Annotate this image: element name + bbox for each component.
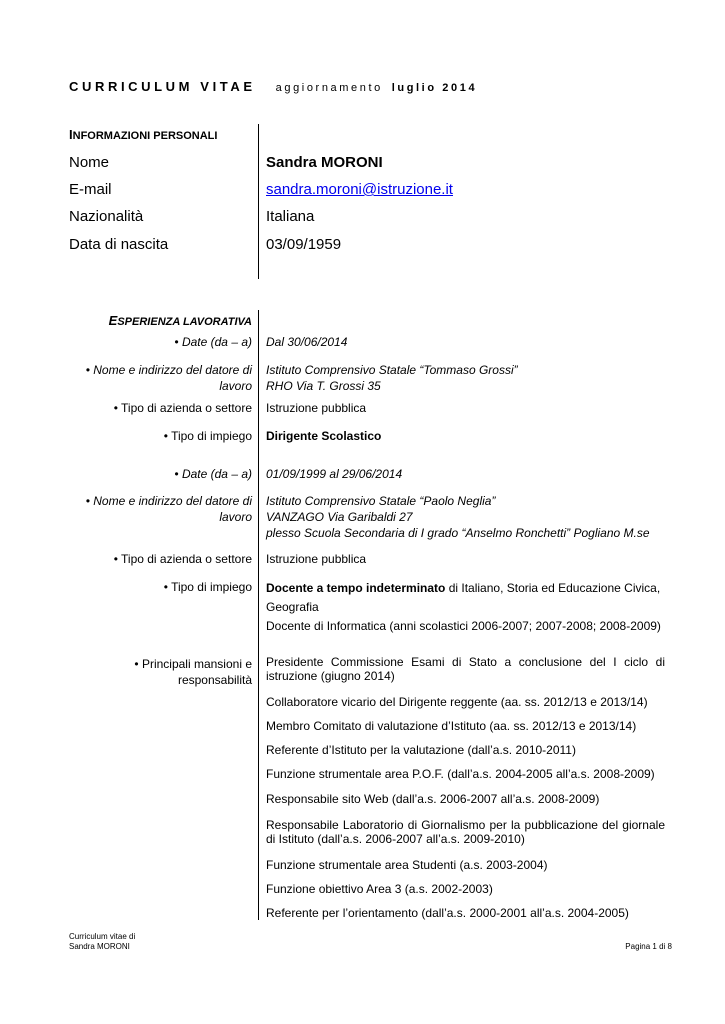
duty-item: Membro Comitato di valutazione d’Istituto (aa. ss. 2012/13 e 2013/14) (266, 719, 637, 733)
job1-date-value: Dal 30/06/2014 (266, 335, 348, 349)
experience-divider (258, 310, 259, 920)
duty-item: Collaboratore vicario del Dirigente reggente (aa. ss. 2012/13 e 2013/14) (266, 695, 648, 709)
job1-sector-value: Istruzione pubblica (266, 401, 367, 415)
duty-item: Funzione strumentale area Studenti (a.s. 2003-2004) (266, 858, 548, 872)
experience-section-title: ESPERIENZA LAVORATIVA (108, 313, 252, 328)
duty-item: Referente per l’orientamento (dall’a.s. 2000-2001 all’a.s. 2004-2005) (266, 906, 629, 920)
personal-divider (258, 124, 259, 279)
job1-role-value: Dirigente Scolastico (266, 429, 382, 443)
nationality-label: Nazionalità (69, 208, 144, 225)
job2-role-value: Docente a tempo indeterminato di Italiano, Storia ed Educazione Civica, Geografia Docente di Informatica (anni scolastici 2006-2007; 2007-2008; 2008-2009) (266, 581, 661, 633)
job2-role-label: • Tipo di impiego (163, 580, 252, 594)
job2-employer-label: • Nome e indirizzo del datore di lavoro (85, 494, 252, 524)
page-number: Pagina 1 di 8 (625, 942, 672, 951)
duty-item: Responsabile sito Web (dall’a.s. 2006-2007 all’a.s. 2008-2009) (266, 792, 600, 806)
update-date: luglio 2014 (391, 82, 478, 94)
email-value[interactable] (266, 181, 453, 199)
birthdate-value: 03/09/1959 (266, 236, 342, 253)
job1-employer-label: • Nome e indirizzo del datore di lavoro (85, 363, 252, 393)
job1-date-label: • Date (da – a) (174, 335, 252, 349)
job2-date-label: • Date (da – a) (174, 467, 252, 481)
update-prefix: aggiornamento (275, 82, 383, 94)
duty-item: Responsabile Laboratorio di Giornalismo per la pubblicazione del giornale di Istituto (dall’a.s. 2006-2007 all’a.s. 2009-2010) (266, 818, 665, 846)
job2-date-value: 01/09/1999 al 29/06/2014 (266, 467, 403, 481)
duty-item: Funzione obiettivo Area 3 (a.s. 2002-2003) (266, 882, 493, 896)
nationality-value: Italiana (266, 208, 315, 225)
duty-item: Funzione strumentale area P.O.F. (dall’a.s. 2004-2005 all’a.s. 2008-2009) (266, 767, 655, 781)
cv-title: CURRICULUM VITAE (69, 79, 256, 94)
job1-sector-label: • Tipo di azienda o settore (113, 401, 252, 415)
job1-role-label: • Tipo di impiego (163, 429, 252, 443)
email-label: E-mail (69, 181, 112, 198)
job2-duties-label: • Principali mansioni e responsabilità (134, 657, 252, 687)
personal-section-title: INFORMAZIONI PERSONALI (69, 127, 218, 142)
duty-item: Referente d’Istituto per la valutazione (dall’a.s. 2010-2011) (266, 743, 576, 757)
name-value: Sandra MORONI (266, 154, 383, 171)
job1-employer-value: Istituto Comprensivo Statale “Tommaso Grossi” RHO Via T. Grossi 35 (266, 363, 518, 393)
job2-sector-label: • Tipo di azienda o settore (113, 552, 252, 566)
job2-sector-value: Istruzione pubblica (266, 552, 367, 566)
name-label: Nome (69, 154, 110, 171)
document-header (69, 78, 477, 96)
email-link[interactable]: sandra.moroni@istruzione.it (266, 181, 453, 198)
job2-employer-value: Istituto Comprensivo Statale “Paolo Neglia” VANZAGO Via Garibaldi 27 plesso Scuola Secondaria di I grado “Anselmo Ronchetti” Pogliano M.se (266, 494, 650, 540)
duty-item: Presidente Commissione Esami di Stato a conclusione del I ciclo di istruzione (giugno 2014) (266, 655, 665, 683)
footer-left: Curriculum vitae di Sandra MORONI (69, 932, 136, 951)
birthdate-label: Data di nascita (69, 236, 169, 253)
